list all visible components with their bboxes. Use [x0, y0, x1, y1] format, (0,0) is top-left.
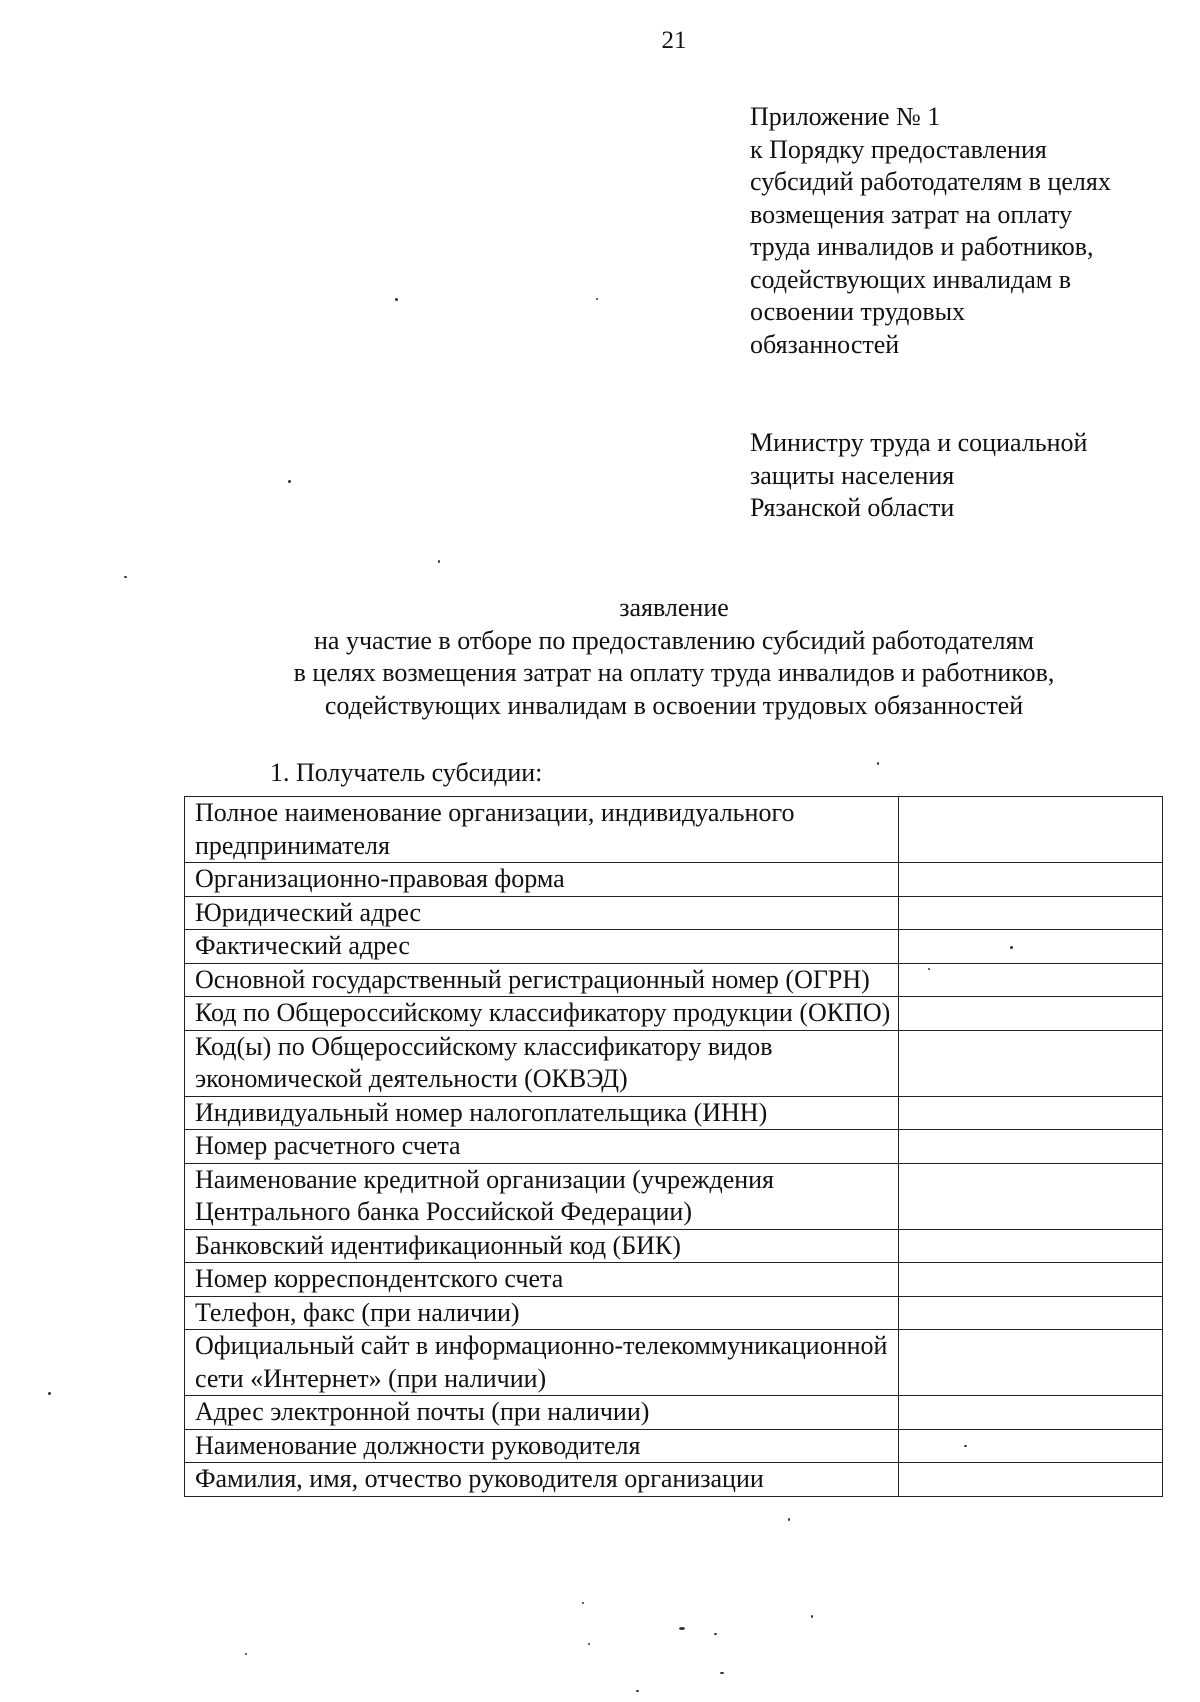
row-value-field[interactable]	[898, 963, 1162, 997]
table-row	[185, 1263, 1163, 1297]
title-line: в целях возмещения затрат на оплату труда инвалидов и работников,	[293, 658, 1055, 687]
table-row	[185, 797, 1163, 863]
title-line: содействующих инвалидам в освоении трудовых обязанностей	[324, 690, 1024, 720]
scan-speck	[588, 1643, 590, 1645]
row-label: Официальный сайт в информационно-телекоммуникационной сети «Интернет» (при наличии)	[185, 1330, 899, 1396]
table-row	[185, 963, 1163, 997]
row-value-field[interactable]	[898, 997, 1162, 1031]
table-row	[185, 1030, 1163, 1096]
table-row	[185, 1130, 1163, 1164]
scan-speck	[679, 1627, 685, 1630]
scan-speck	[636, 1690, 639, 1692]
appendix-line: содействующих инвалидам в	[750, 264, 1072, 294]
row-value-field[interactable]	[898, 1330, 1162, 1396]
scan-speck	[720, 1672, 724, 1674]
table-row	[185, 1096, 1163, 1130]
title-line: заявление	[619, 593, 729, 622]
row-value-field[interactable]	[898, 797, 1162, 863]
row-value-field[interactable]	[898, 1163, 1162, 1229]
scan-speck	[964, 1445, 967, 1447]
table-row	[185, 1163, 1163, 1229]
appendix-line: труда инвалидов и работников,	[750, 232, 1094, 261]
row-label: Организационно-правовая форма	[185, 863, 899, 897]
appendix-line: освоении трудовых	[750, 297, 966, 326]
appendix-line: обязанностей	[750, 329, 900, 359]
row-value-field[interactable]	[898, 1096, 1162, 1130]
row-label: Фактический адрес	[185, 930, 899, 964]
scan-speck	[582, 1602, 584, 1604]
addressee-line: Рязанской области	[750, 493, 955, 522]
row-label: Наименование должности руководителя	[185, 1429, 899, 1463]
table-row	[185, 1229, 1163, 1263]
row-label: Основной государственный регистрационный номер (ОГРН)	[185, 963, 899, 997]
table-row	[185, 1396, 1163, 1430]
scan-speck	[1010, 946, 1013, 949]
row-value-field[interactable]	[898, 1229, 1162, 1263]
appendix-line: субсидий работодателям в целях	[750, 167, 1111, 196]
table-row	[185, 1463, 1163, 1497]
row-label: Адрес электронной почты (при наличии)	[185, 1396, 899, 1430]
row-label: Наименование кредитной организации (учреждения Центрального банка Российской Федерации)	[185, 1163, 899, 1229]
table-row	[185, 1429, 1163, 1463]
row-label: Телефон, факс (при наличии)	[185, 1296, 899, 1330]
addressee-line: Министру труда и социальной	[750, 428, 1088, 457]
scan-speck	[877, 762, 879, 765]
table-row	[185, 1296, 1163, 1330]
row-value-field[interactable]	[898, 1030, 1162, 1096]
scan-speck	[714, 1633, 717, 1635]
table-row	[185, 863, 1163, 897]
row-label: Номер корреспондентского счета	[185, 1263, 899, 1297]
table-row	[185, 930, 1163, 964]
title-line: на участие в отборе по предоставлению субсидий работодателям	[313, 625, 1035, 655]
appendix-note	[750, 101, 1170, 361]
table-row	[185, 1330, 1163, 1396]
recipient-table	[184, 796, 1163, 1497]
row-value-field[interactable]	[898, 1396, 1162, 1430]
row-value-field[interactable]	[898, 1263, 1162, 1297]
row-label: Код(ы) по Общероссийскому классификатору видов экономической деятельности (ОКВЭД)	[185, 1030, 899, 1096]
row-label: Фамилия, имя, отчество руководителя организации	[185, 1463, 899, 1497]
addressee-line: защиты населения	[750, 460, 955, 490]
scan-speck	[48, 1392, 51, 1395]
row-value-field[interactable]	[898, 1296, 1162, 1330]
document-title	[150, 592, 1198, 722]
addressee-block	[750, 427, 1170, 525]
scan-speck	[395, 298, 398, 301]
scan-speck	[811, 1615, 813, 1618]
scan-speck	[438, 560, 440, 563]
row-value-field[interactable]	[898, 1463, 1162, 1497]
appendix-line: Приложение № 1	[750, 102, 941, 131]
row-label: Полное наименование организации, индивидуального предпринимателя	[185, 797, 899, 863]
row-value-field[interactable]	[898, 896, 1162, 930]
row-value-field[interactable]	[898, 863, 1162, 897]
scan-speck	[788, 1518, 790, 1521]
row-label: Юридический адрес	[185, 896, 899, 930]
row-label: Индивидуальный номер налогоплательщика (ИНН)	[185, 1096, 899, 1130]
row-value-field[interactable]	[898, 1130, 1162, 1164]
scan-speck	[288, 480, 291, 483]
scan-speck	[124, 576, 127, 578]
row-label: Банковский идентификационный код (БИК)	[185, 1229, 899, 1263]
page-number: 21	[661, 27, 687, 54]
table-row	[185, 997, 1163, 1031]
scan-speck	[596, 298, 598, 300]
section-heading: 1. Получатель субсидии:	[270, 758, 543, 787]
scan-speck	[245, 1653, 247, 1655]
table-row	[185, 896, 1163, 930]
scan-speck	[928, 968, 930, 970]
row-value-field[interactable]	[898, 930, 1162, 964]
row-value-field[interactable]	[898, 1429, 1162, 1463]
row-label: Код по Общероссийскому классификатору продукции (ОКПО)	[185, 997, 899, 1031]
row-label: Номер расчетного счета	[185, 1130, 899, 1164]
appendix-line: возмещения затрат на оплату	[750, 199, 1073, 229]
appendix-line: к Порядку предоставления	[750, 134, 1047, 164]
